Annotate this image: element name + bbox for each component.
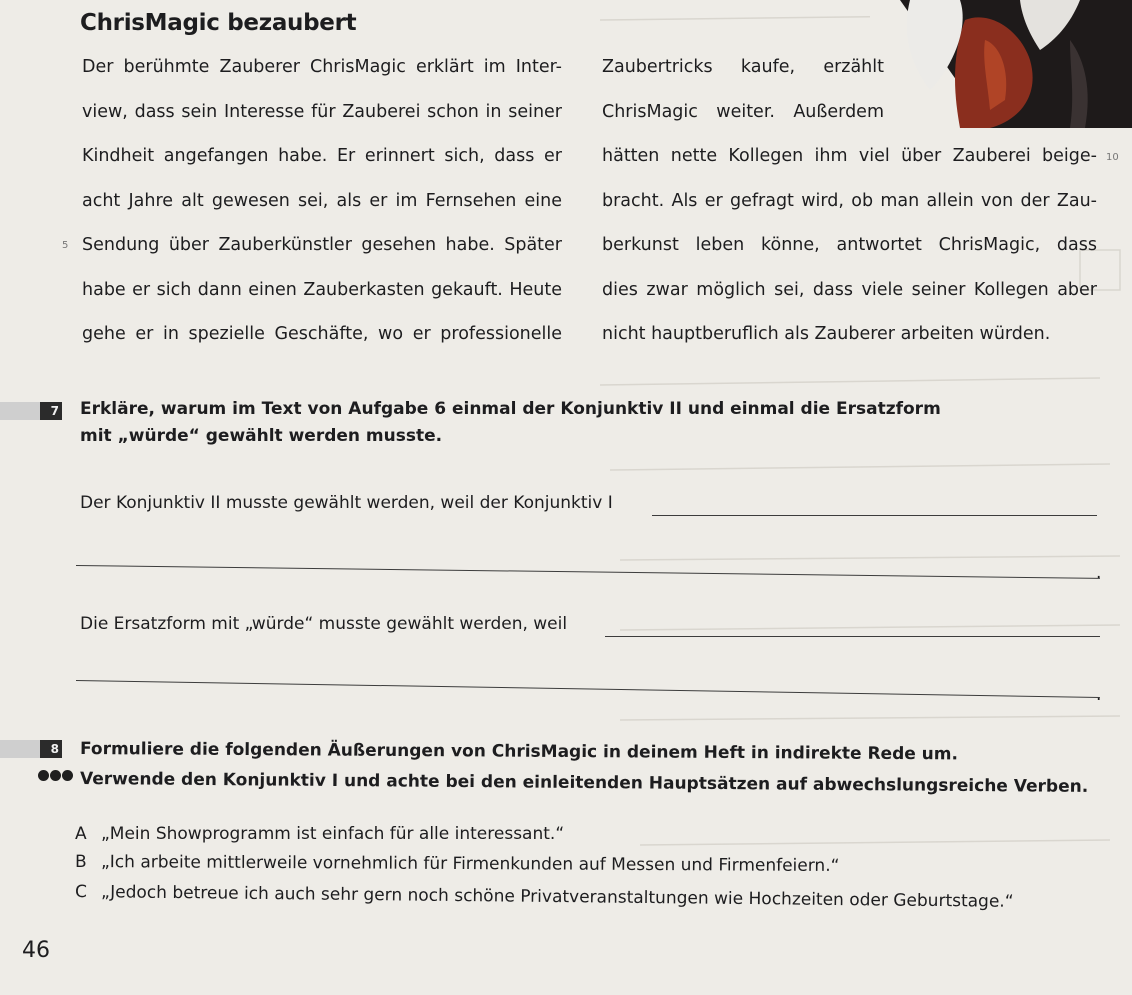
answer-line[interactable] — [76, 680, 1100, 698]
article-line: bracht. Als er gefragt wird, ob man allein von der Zau- — [602, 190, 1097, 211]
statement-text: „Mein Showprogramm ist einfach für alle interessant.“ — [101, 824, 565, 844]
article-line: view, dass sein Interesse für Zauberei schon in seiner — [82, 101, 562, 122]
answer-line[interactable] — [605, 636, 1100, 637]
statement-c — [75, 882, 1014, 912]
article-line: acht Jahre alt gewesen sei, als er im Fernsehen eine — [82, 190, 562, 211]
period: . — [1096, 685, 1102, 705]
article-line: ChrisMagic weiter. Außerdem — [602, 101, 884, 122]
task-7-instruction — [80, 396, 941, 450]
task-8-line: Verwende den Konjunktiv I und achte bei den einleitenden Hauptsätzen auf abwechslungsreiche Verben. — [79, 769, 1089, 797]
article-line: habe er sich dann einen Zauberkasten gekauft. Heute — [82, 279, 562, 300]
article-title: ChrisMagic bezaubert — [80, 10, 357, 36]
article-line: Kindheit angefangen habe. Er erinnert sich, dass er — [82, 146, 562, 166]
statement-text: „Ich arbeite mittlerweile vornehmlich für Firmenkunden auf Messen und Firmenfeiern.“ — [100, 852, 840, 877]
answer-line[interactable] — [76, 565, 1100, 579]
task-8-instruction — [79, 736, 1089, 797]
article-line: gehe er in spezielle Geschäfte, wo er professionelle — [82, 324, 562, 344]
article-line: nicht hauptberuflich als Zauberer arbeiten würden. — [602, 324, 1051, 344]
period: . — [1096, 563, 1102, 583]
article-line: Zaubertricks kaufe, erzählt — [602, 57, 884, 77]
task-7-number: 7 — [40, 402, 62, 420]
task-marker-bar — [0, 740, 40, 758]
statement-letter: A — [75, 824, 87, 844]
answer-line[interactable] — [652, 515, 1097, 516]
statement-a — [75, 824, 564, 844]
statement-letter: C — [74, 882, 87, 903]
difficulty-dots-icon — [38, 766, 74, 785]
task-7-line: mit „würde“ gewählt werden musste. — [80, 426, 443, 446]
article-line: dies zwar möglich sei, dass viele seiner Kollegen aber — [602, 279, 1097, 300]
article-line: Sendung über Zauberkünstler gesehen habe. Später — [82, 235, 562, 255]
task-7-prompt-1: Der Konjunktiv II musste gewählt werden, weil der Konjunktiv I — [80, 493, 613, 513]
task-marker-bar — [0, 402, 40, 420]
task-7-prompt-2: Die Ersatzform mit „würde“ musste gewählt werden, weil — [80, 614, 568, 634]
line-number: 5 — [62, 240, 69, 251]
statement-b — [75, 852, 840, 876]
article-line: hätten nette Kollegen ihm viel über Zauberei beige- — [602, 146, 1097, 166]
task-8-line: Formuliere die folgenden Äußerungen von ChrisMagic in deinem Heft in indirekte Rede um. — [79, 739, 959, 765]
task-7-line: Erkläre, warum im Text von Aufgabe 6 einmal der Konjunktiv II und einmal die Ersatzform — [80, 399, 941, 419]
statement-text: „Jedoch betreue ich auch sehr gern noch schöne Privatveranstaltungen wie Hochzeiten oder Geburtstage.“ — [100, 882, 1014, 912]
task-8-number: 8 — [40, 740, 62, 758]
article-right-column — [602, 45, 1097, 357]
page-number: 46 — [22, 938, 50, 963]
article-left-column — [82, 45, 562, 357]
article-line: Der berühmte Zauberer ChrisMagic erklärt im Inter- — [82, 57, 562, 77]
statement-letter: B — [74, 852, 87, 873]
line-number: 10 — [1106, 152, 1119, 163]
article-line: berkunst leben könne, antwortet ChrisMagic, dass — [602, 235, 1097, 255]
